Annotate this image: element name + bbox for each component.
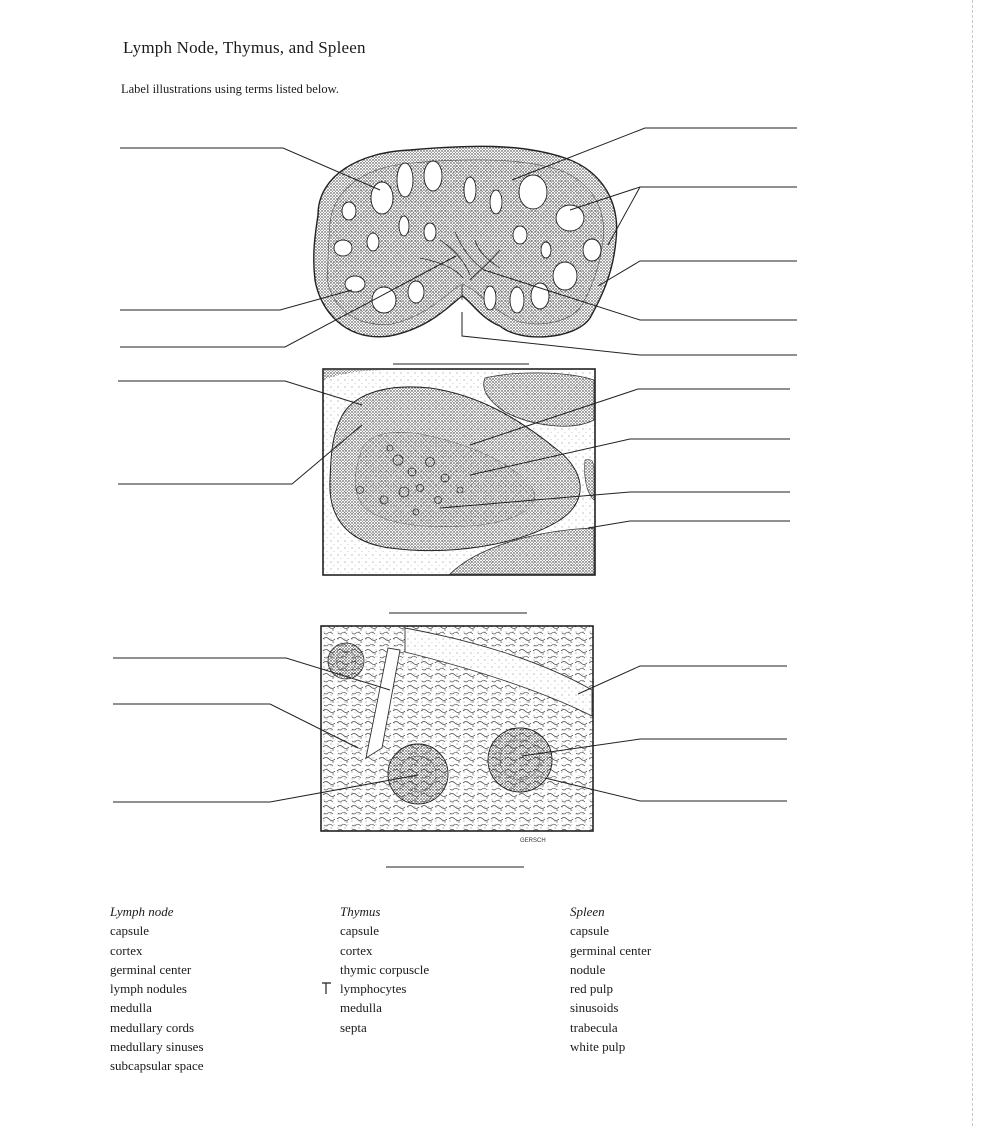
term-item: capsule [340,923,379,939]
term-item: medullary sinuses [110,1039,204,1055]
spleen-nodule-left [388,744,448,804]
term-item: lymphocytes [340,981,407,997]
term-item: cortex [340,942,373,958]
term-list-heading: Spleen [570,904,605,919]
spleen-illustration [321,626,593,831]
term-item: nodule [570,961,606,977]
term-item: white pulp [570,1039,626,1055]
term-item: germinal center [570,942,652,958]
term-item: trabecula [570,1019,618,1035]
term-item: subcapsular space [110,1058,204,1074]
term-item: capsule [570,923,609,939]
illustrator-signature: GERSCH [520,838,546,844]
term-item: cortex [110,942,143,958]
term-item: medullary cords [110,1019,195,1035]
term-item: germinal center [110,961,192,977]
term-item: thymic corpuscle [340,961,430,977]
term-list-spleen [570,902,651,1056]
term-list-heading: Thymus [340,904,381,919]
term-item: lymph nodules [110,981,187,997]
term-list-thymus [340,902,429,1037]
term-item: medulla [340,1000,382,1016]
term-item: medulla [110,1000,152,1016]
term-item: capsule [110,923,149,939]
instructions-text: Label illustrations using terms listed below. [121,82,339,96]
page-title: Lymph Node, Thymus, and Spleen [123,38,366,57]
term-item: sinusoids [570,1000,619,1016]
term-item: septa [340,1019,367,1035]
handwritten-tick-mark [321,981,333,999]
term-item: red pulp [570,981,613,997]
spleen-nodule-topleft [328,643,364,679]
lymph-node-illustration [314,146,617,337]
spleen-nodule-right [488,728,552,792]
tick-mark-icon [321,981,333,995]
term-list-heading: Lymph node [110,904,174,919]
term-list-lymph-node [110,902,204,1076]
thymus-illustration [323,369,595,575]
